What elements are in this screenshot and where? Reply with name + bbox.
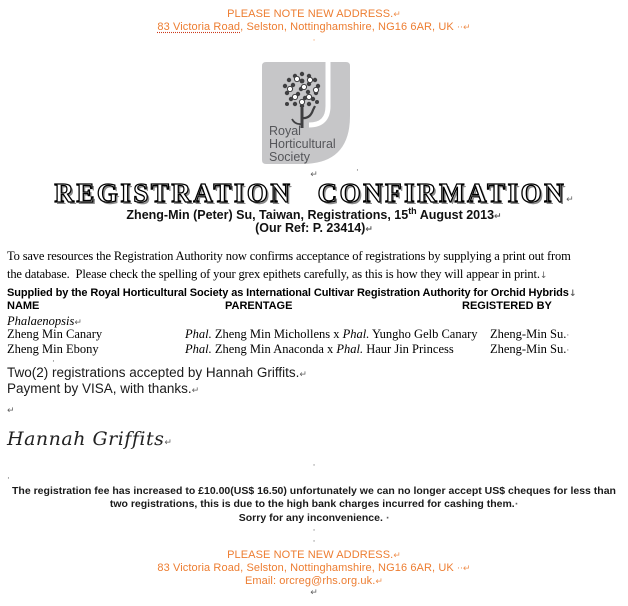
paragraph-mark: ↵ [310, 588, 318, 598]
fee-notice [0, 485, 628, 526]
footer-email-line [0, 575, 628, 589]
registrant-name: Zheng-Min Su. [490, 342, 567, 356]
parent-2: Haur Jin Princess [363, 342, 454, 356]
page-title: REGISTRATION CONFIRMATION [54, 178, 567, 208]
supplied-by-text: Supplied by the Royal Horticultural Society as International Cultivar Registration Authority for Orchid Hybrids [7, 287, 569, 299]
column-header-parentage: PARENTAGE [225, 300, 293, 312]
body-paragraph [7, 247, 571, 285]
body-line-2-text: the database. Please check the spelling of your grex epithets carefully, as this is how they will appear in print. [7, 267, 540, 281]
registrant-name: Zheng-Min Su. [490, 327, 567, 341]
footer-address-text: 83 Victoria Road, Selston, Nottinghamshire, NG16 6AR, UK [157, 562, 454, 574]
subtitle-date: August 2013 [416, 208, 495, 223]
parentage-cell [185, 327, 478, 342]
paragraph-mark: ↵ [365, 225, 373, 235]
column-header-registered-by: REGISTERED BY [462, 300, 552, 312]
title-line [0, 178, 628, 209]
space-dots-mark: · [514, 500, 519, 510]
accepted-line [7, 365, 307, 380]
paragraph-mark: ↵ [191, 386, 200, 396]
signature-name: Hannah Griffits [7, 428, 165, 450]
registered-by-cell [490, 327, 569, 342]
parent-1: Zheng Min Michollens x [211, 327, 343, 341]
paragraph-mark: ↵ [494, 212, 502, 223]
linebreak-mark: ↓ [539, 271, 548, 281]
signature-line [7, 428, 172, 450]
table-row [0, 342, 628, 357]
paragraph-mark: ↵ [164, 438, 172, 448]
space-dots-mark: · [385, 514, 390, 524]
grex-name: Zheng Min Ebony [7, 342, 99, 356]
paragraph-mark: · [312, 461, 316, 471]
reference-line [0, 221, 628, 235]
header-address-line [0, 21, 628, 35]
logo-text-society: Society [269, 150, 310, 164]
reference-number: (Our Ref: P. 23414) [255, 221, 366, 235]
genus-abbrev: Phal. [342, 327, 370, 341]
fee-notice-line-2-text: two registrations, this is due to the high bank charges incurred for cashing them. [109, 498, 515, 510]
paragraph-mark: · [312, 526, 316, 536]
space-dots-mark: ·· [457, 23, 463, 33]
subtitle-ordinal: th [408, 206, 417, 216]
table-header-row [0, 300, 628, 314]
paragraph-mark: ↵ [393, 551, 401, 561]
accepted-text: Two(2) registrations accepted by Hannah Griffits. [7, 365, 300, 380]
parent-2: Yungho Gelb Canary [369, 327, 478, 341]
genus-abbrev: Phal. [185, 342, 212, 356]
genus-name: Phalaenopsis [7, 314, 75, 328]
paragraph-mark: ↵ [462, 23, 471, 33]
logo-text-horticultural: Horticultural [269, 137, 336, 151]
linebreak-mark: ↓ [568, 289, 577, 299]
registered-by-cell [490, 342, 569, 357]
paragraph-mark: ↵ [393, 10, 401, 20]
fee-notice-line-2 [0, 498, 628, 512]
parent-1: Zheng Min Anaconda x [211, 342, 337, 356]
genus-abbrev: Phal. [185, 327, 212, 341]
subtitle-line [0, 206, 628, 222]
footer-address-line [0, 562, 628, 576]
paragraph-mark: ↵ [462, 564, 471, 574]
logo-text-royal: Royal [269, 124, 301, 138]
paragraph-mark: · [356, 166, 359, 176]
payment-line [7, 381, 199, 396]
paragraph-mark: · [566, 331, 570, 341]
payment-text: Payment by VISA, with thanks. [7, 381, 192, 396]
genus-abbrev: Phal. [336, 342, 364, 356]
paragraph-mark: ↵ [566, 195, 574, 205]
footer-email-text: Email: orcreg@rhs.org.uk. [244, 575, 376, 587]
column-header-name: NAME [7, 300, 40, 312]
footer-notice-line [0, 549, 628, 563]
grex-name: Zheng Min Canary [7, 327, 103, 341]
body-line-2 [7, 265, 571, 285]
header-address-rest: , Selston, Nottinghamshire, NG16 6AR, UK [240, 21, 454, 33]
header-notice-line [0, 8, 628, 22]
space-dots-mark: ·· [457, 564, 463, 574]
header-address-underlined: 83 Victoria Road [157, 21, 241, 33]
rhs-logo-graphic [262, 62, 350, 164]
fee-notice-line-3-text: Sorry for any inconvenience. [238, 512, 383, 524]
paragraph-mark: ↵ [74, 318, 82, 328]
parentage-cell [185, 342, 454, 357]
paragraph-mark: · [52, 357, 55, 367]
fee-notice-line-1: The registration fee has increased to £10.00(US$ 16.50) unfortunately we can no longer accept US$ cheques for less than [12, 485, 616, 497]
fee-notice-line-3 [0, 512, 628, 526]
paragraph-mark: ↵ [375, 577, 384, 587]
paragraph-mark: · [566, 346, 570, 356]
footer-notice-text: PLEASE NOTE NEW ADDRESS. [227, 549, 394, 561]
paragraph-mark: ↵ [310, 170, 318, 180]
supplied-by-line [7, 287, 576, 299]
rhs-logo [262, 62, 350, 164]
table-row [0, 327, 628, 342]
paragraph-mark: · [312, 36, 316, 46]
paragraph-mark: ↵ [299, 370, 307, 380]
subtitle-registrant: Zheng-Min (Peter) Su, Taiwan, Registrations, 15 [126, 208, 409, 223]
paragraph-mark: · [312, 537, 316, 547]
paragraph-mark: ↵ [7, 406, 15, 416]
body-line-1: To save resources the Registration Authority now confirms acceptance of registrations by supplying a print out from [7, 249, 571, 263]
header-notice-text: PLEASE NOTE NEW ADDRESS. [227, 8, 394, 20]
paragraph-mark: · [7, 474, 10, 484]
